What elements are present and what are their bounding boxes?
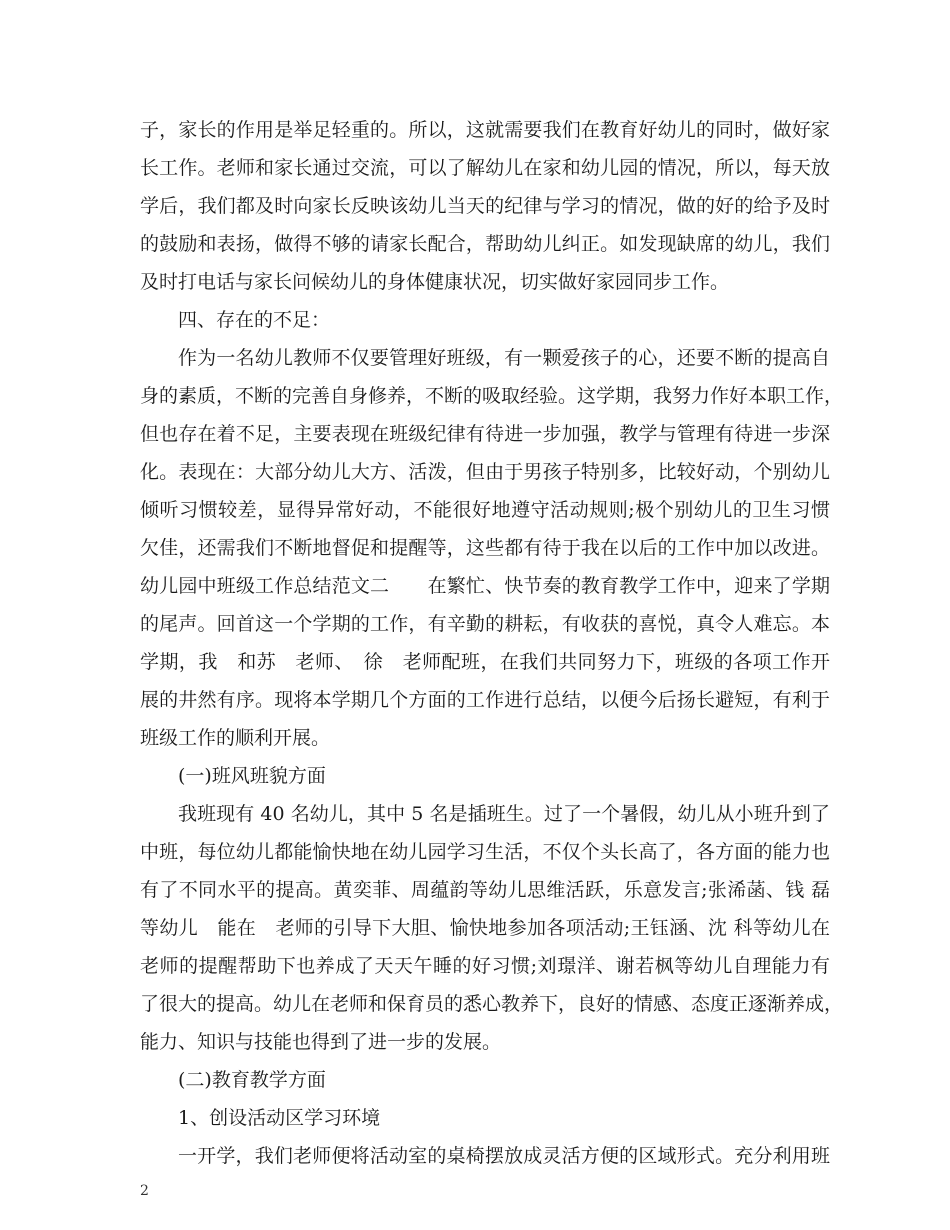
text-line-2: 长工作。老师和家长通过交流，可以了解幼儿在家和幼儿园的情况，所以，每天放 [140, 157, 830, 179]
text-line-28: 一开学，我们老师便将活动室的桌椅摆放成灵活方便的区域形式。充分利用班 [178, 1145, 830, 1167]
section-heading-class-style: (一)班风班貌方面 [178, 765, 326, 787]
text-line-14: 的尾声。回首这一个学期的工作，有辛勤的耕耘，有收获的喜悦，真令人难忘。本 [140, 613, 830, 635]
text-line-17: 班级工作的顺利开展。 [140, 727, 331, 749]
page-number: 2 [140, 1183, 149, 1199]
text-line-4: 的鼓励和表扬，做得不够的请家长配合，帮助幼儿纠正。如发现缺席的幼儿，我们 [140, 233, 830, 255]
text-line-10: 化。表现在：大部分幼儿大方、活泼，但由于男孩子特别多，比较好动，个别幼儿 [140, 461, 830, 483]
text-line-19: 我班现有 40 名幼儿，其中 5 名是插班生。过了一个暑假，幼儿从小班升到了 [178, 803, 830, 825]
section-heading-shortcomings: 四、存在的不足： [178, 309, 331, 331]
text-line-23: 老师的提醒帮助下也养成了天天午睡的好习惯;刘璟洋、谢若枫等幼儿自理能力有 [140, 955, 830, 977]
text-line-24: 了很大的提高。幼儿在老师和保育员的悉心教养下，良好的情感、态度正逐渐养成， [140, 993, 844, 1015]
text-line-9: 但也存在着不足，主要表现在班级纪律有待进一步加强，教学与管理有待进一步深 [140, 423, 830, 445]
text-line-16: 展的井然有序。现将本学期几个方面的工作进行总结，以便今后扬长避短，有利于 [140, 689, 830, 711]
text-line-15: 学期，我 和苏 老师、 徐 老师配班，在我们共同努力下，班级的各项工作开 [140, 651, 830, 673]
text-line-13: 幼儿园中班级工作总结范文二 在繁忙、快节奏的教育教学工作中，迎来了学期 [140, 575, 830, 597]
text-line-11: 倾听习惯较差，显得异常好动，不能很好地遵守活动规则;极个别幼儿的卫生习惯 [140, 499, 830, 521]
text-line-1: 子，家长的作用是举足轻重的。所以，这就需要我们在教育好幼儿的同时，做好家 [140, 119, 830, 141]
text-line-12: 欠佳，还需我们不断地督促和提醒等，这些都有待于我在以后的工作中加以改进。 [140, 537, 830, 559]
text-line-5: 及时打电话与家长问候幼儿的身体健康状况，切实做好家园同步工作。 [140, 271, 730, 293]
text-line-3: 学后，我们都及时向家长反映该幼儿当天的纪律与学习的情况，做的好的给予及时 [140, 195, 830, 217]
subheading-activity-area: 1、创设活动区学习环境 [178, 1107, 381, 1129]
section-heading-teaching: (二)教育教学方面 [178, 1069, 326, 1091]
text-line-21: 有了不同水平的提高。黄奕菲、周蕴韵等幼儿思维活跃，乐意发言;张浠菡、钱 磊 [140, 879, 830, 901]
text-line-22: 等幼儿 能在 老师的引导下大胆、愉快地参加各项活动;王钰涵、沈 科等幼儿在 [140, 917, 830, 939]
text-line-7: 作为一名幼儿教师不仅要管理好班级，有一颗爱孩子的心，还要不断的提高自 [178, 347, 830, 369]
text-line-20: 中班，每位幼儿都能愉快地在幼儿园学习生活，不仅个头长高了，各方面的能力也 [140, 841, 830, 863]
text-line-8: 身的素质，不断的完善自身修养，不断的吸取经验。这学期，我努力作好本职工作， [140, 385, 844, 407]
text-line-25: 能力、知识与技能也得到了进一步的发展。 [140, 1031, 502, 1053]
